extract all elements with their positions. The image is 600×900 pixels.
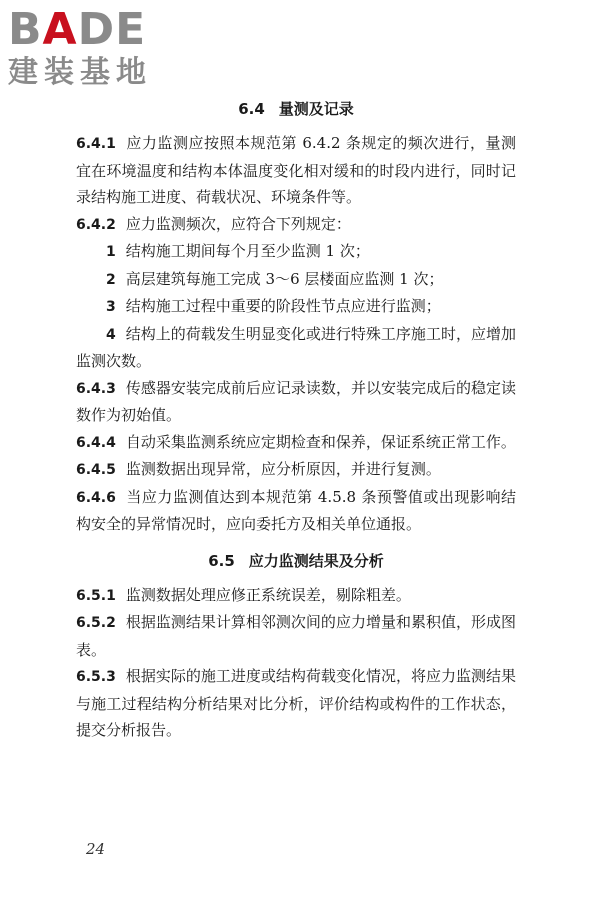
clause-6-4-6: 6.4.6 当应力监测值达到本规范第 4.5.8 条预警值或出现影响结构安全的异常情况时，应向委托方及相关单位通报。 xyxy=(76,487,516,533)
list-item: 4 结构上的荷载发生明显变化或进行特殊工序施工时，应增加监测次数。 xyxy=(76,324,516,370)
section-title-6-5: 6.5 应力监测结果及分析 xyxy=(208,551,384,570)
clause-6-5-1: 6.5.1 监测数据处理应修正系统误差，剔除粗差。 xyxy=(76,585,411,604)
section-title-6-4: 6.4 量测及记录 xyxy=(238,100,354,118)
clause-6-4-4: 6.4.4 自动采集监测系统应定期检查和保养，保证系统正常工作。 xyxy=(76,432,516,451)
page-number: 24 xyxy=(86,840,106,858)
document-body xyxy=(76,96,516,744)
list-item: 2 高层建筑每施工完成 3～6 层楼面应监测 1 次； xyxy=(106,269,444,288)
clause-6-4-5: 6.4.5 监测数据出现异常，应分析原因，并进行复测。 xyxy=(76,460,441,478)
logo-wordmark: BADE xyxy=(8,4,147,55)
logo-subtitle: 建装基地 xyxy=(8,55,152,90)
clause-6-4-1: 6.4.1 应力监测应按照本规范第 6.4.2 条规定的频次进行，量测宜在环境温度和结构本体温度变化相对缓和的时段内进行，同时记录结构施工进度、荷载状况、环境条件等。 xyxy=(76,134,516,206)
clause-6-4-3: 6.4.3 传感器安装完成前后应记录读数，并以安装完成后的稳定读数作为初始值。 xyxy=(76,378,516,424)
list-item: 3 结构施工过程中重要的阶段性节点应进行监测； xyxy=(106,297,441,315)
bade-logo xyxy=(8,6,178,90)
clause-6-5-3: 6.5.3 根据实际的施工进度或结构荷载变化情况，将应力监测结果与施工过程结构分析结果对比分析，评价结构或构件的工作状态，提交分析报告。 xyxy=(76,667,516,739)
list-item: 1 结构施工期间每个月至少监测 1 次； xyxy=(106,242,370,260)
clause-6-4-2: 6.4.2 应力监测频次，应符合下列规定： xyxy=(76,214,351,233)
clause-6-5-2: 6.5.2 根据监测结果计算相邻测次间的应力增量和累积值，形成图表。 xyxy=(76,613,516,659)
